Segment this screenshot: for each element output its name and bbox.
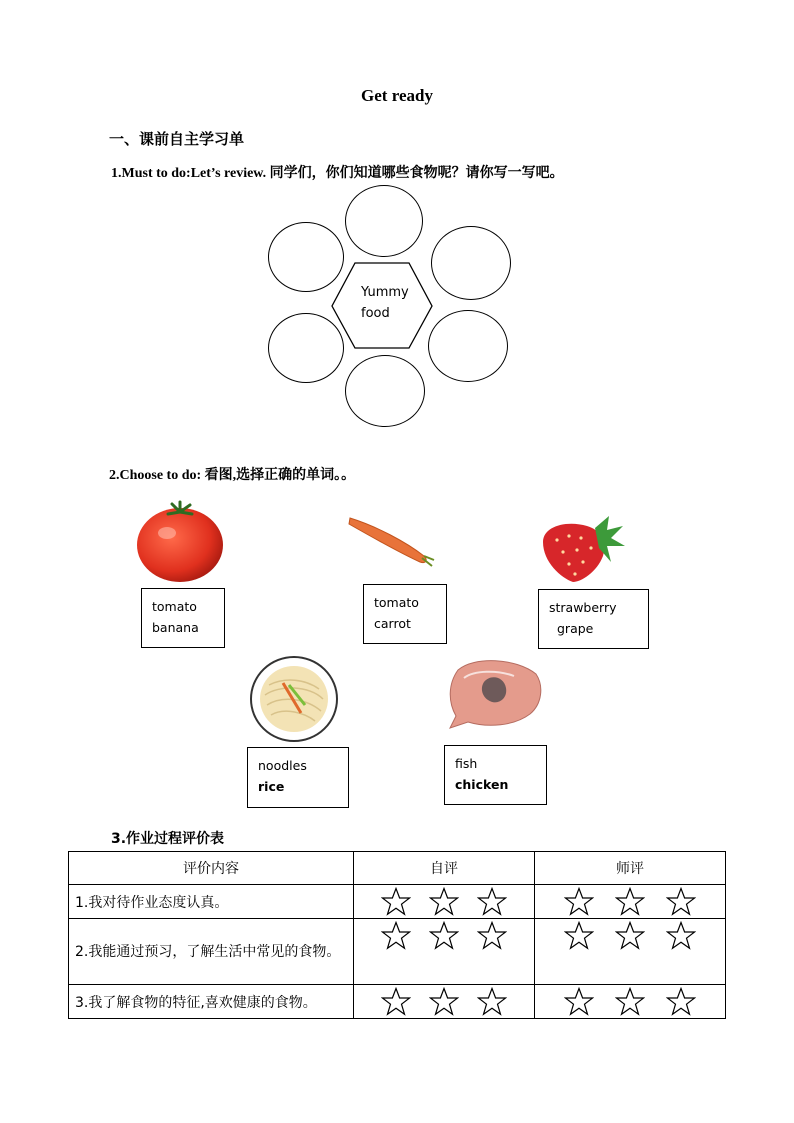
choice-word-2[interactable]: banana xyxy=(152,620,199,635)
choice-word-2[interactable]: rice xyxy=(258,779,285,794)
table-row xyxy=(69,885,726,919)
row-text: 3.我了解食物的特征,喜欢健康的食物。 xyxy=(69,985,354,1019)
question-2: 2.Choose to do: 看图,选择正确的单词。。 xyxy=(109,468,356,483)
star-icon[interactable] xyxy=(477,887,507,917)
choice-word-2[interactable]: carrot xyxy=(374,616,411,631)
star-icon[interactable] xyxy=(666,887,696,917)
teacher-rating[interactable] xyxy=(535,985,726,1019)
star-icon[interactable] xyxy=(429,987,459,1017)
star-icon[interactable] xyxy=(381,887,411,917)
tomato-icon xyxy=(134,500,226,584)
question-3: 3.作业过程评价表 xyxy=(111,831,225,847)
star-group xyxy=(360,987,528,1017)
choice-word-1[interactable]: tomato xyxy=(152,599,197,614)
choice-word-1[interactable]: fish xyxy=(455,756,478,771)
page-title: Get ready xyxy=(361,86,433,105)
self-rating[interactable] xyxy=(354,885,535,919)
choice-box-noodles[interactable] xyxy=(247,747,349,808)
question-1: 1.Must to do:Let’s review. 同学们，你们知道哪些食物呢？请你写一写吧。 xyxy=(111,166,564,181)
choice-word-2[interactable]: chicken xyxy=(455,777,509,792)
table-header-row xyxy=(69,852,726,885)
section-heading: 一、课前自主学习单 xyxy=(109,132,245,148)
header-teacher: 师评 xyxy=(535,852,726,885)
star-icon[interactable] xyxy=(615,921,645,951)
answer-ellipse-upper-right[interactable] xyxy=(431,226,511,300)
self-rating[interactable] xyxy=(354,985,535,1019)
star-icon[interactable] xyxy=(381,987,411,1017)
star-icon[interactable] xyxy=(381,921,411,951)
answer-ellipse-lower-right[interactable] xyxy=(428,310,508,382)
carrot-icon xyxy=(346,512,436,570)
choice-box-strawberry[interactable] xyxy=(538,589,649,649)
star-group xyxy=(360,887,528,917)
choice-word-1[interactable]: strawberry xyxy=(549,600,617,615)
star-icon[interactable] xyxy=(564,887,594,917)
self-rating[interactable] xyxy=(354,919,535,985)
star-icon[interactable] xyxy=(429,887,459,917)
noodles-icon xyxy=(249,655,339,743)
table-row xyxy=(69,985,726,1019)
center-label-line2: food xyxy=(361,306,390,321)
header-self: 自评 xyxy=(354,852,535,885)
star-icon[interactable] xyxy=(615,987,645,1017)
star-icon[interactable] xyxy=(564,921,594,951)
table-row xyxy=(69,919,726,985)
choice-word-2[interactable]: grape xyxy=(557,621,594,636)
answer-ellipse-bottom[interactable] xyxy=(345,355,425,427)
choice-box-carrot[interactable] xyxy=(363,584,447,644)
star-group xyxy=(541,887,719,917)
choice-box-tomato[interactable] xyxy=(141,588,225,648)
row-text: 1.我对待作业态度认真。 xyxy=(69,885,354,919)
fish-icon xyxy=(444,656,544,734)
choice-box-fish[interactable] xyxy=(444,745,547,805)
strawberry-icon xyxy=(537,512,629,586)
header-content: 评价内容 xyxy=(69,852,354,885)
star-icon[interactable] xyxy=(615,887,645,917)
star-group xyxy=(360,921,528,951)
star-group xyxy=(541,921,719,951)
star-group xyxy=(541,987,719,1017)
star-icon[interactable] xyxy=(477,987,507,1017)
star-icon[interactable] xyxy=(564,987,594,1017)
row-text: 2.我能通过预习，了解生活中常见的食物。 xyxy=(69,919,354,985)
star-icon[interactable] xyxy=(429,921,459,951)
star-icon[interactable] xyxy=(666,921,696,951)
star-icon[interactable] xyxy=(666,987,696,1017)
teacher-rating[interactable] xyxy=(535,885,726,919)
choice-word-1[interactable]: tomato xyxy=(374,595,419,610)
star-icon[interactable] xyxy=(477,921,507,951)
teacher-rating[interactable] xyxy=(535,919,726,985)
evaluation-table xyxy=(68,851,726,1019)
answer-ellipse-top[interactable] xyxy=(345,185,423,257)
choice-word-1[interactable]: noodles xyxy=(258,758,307,773)
center-label-line1: Yummy xyxy=(361,285,409,300)
